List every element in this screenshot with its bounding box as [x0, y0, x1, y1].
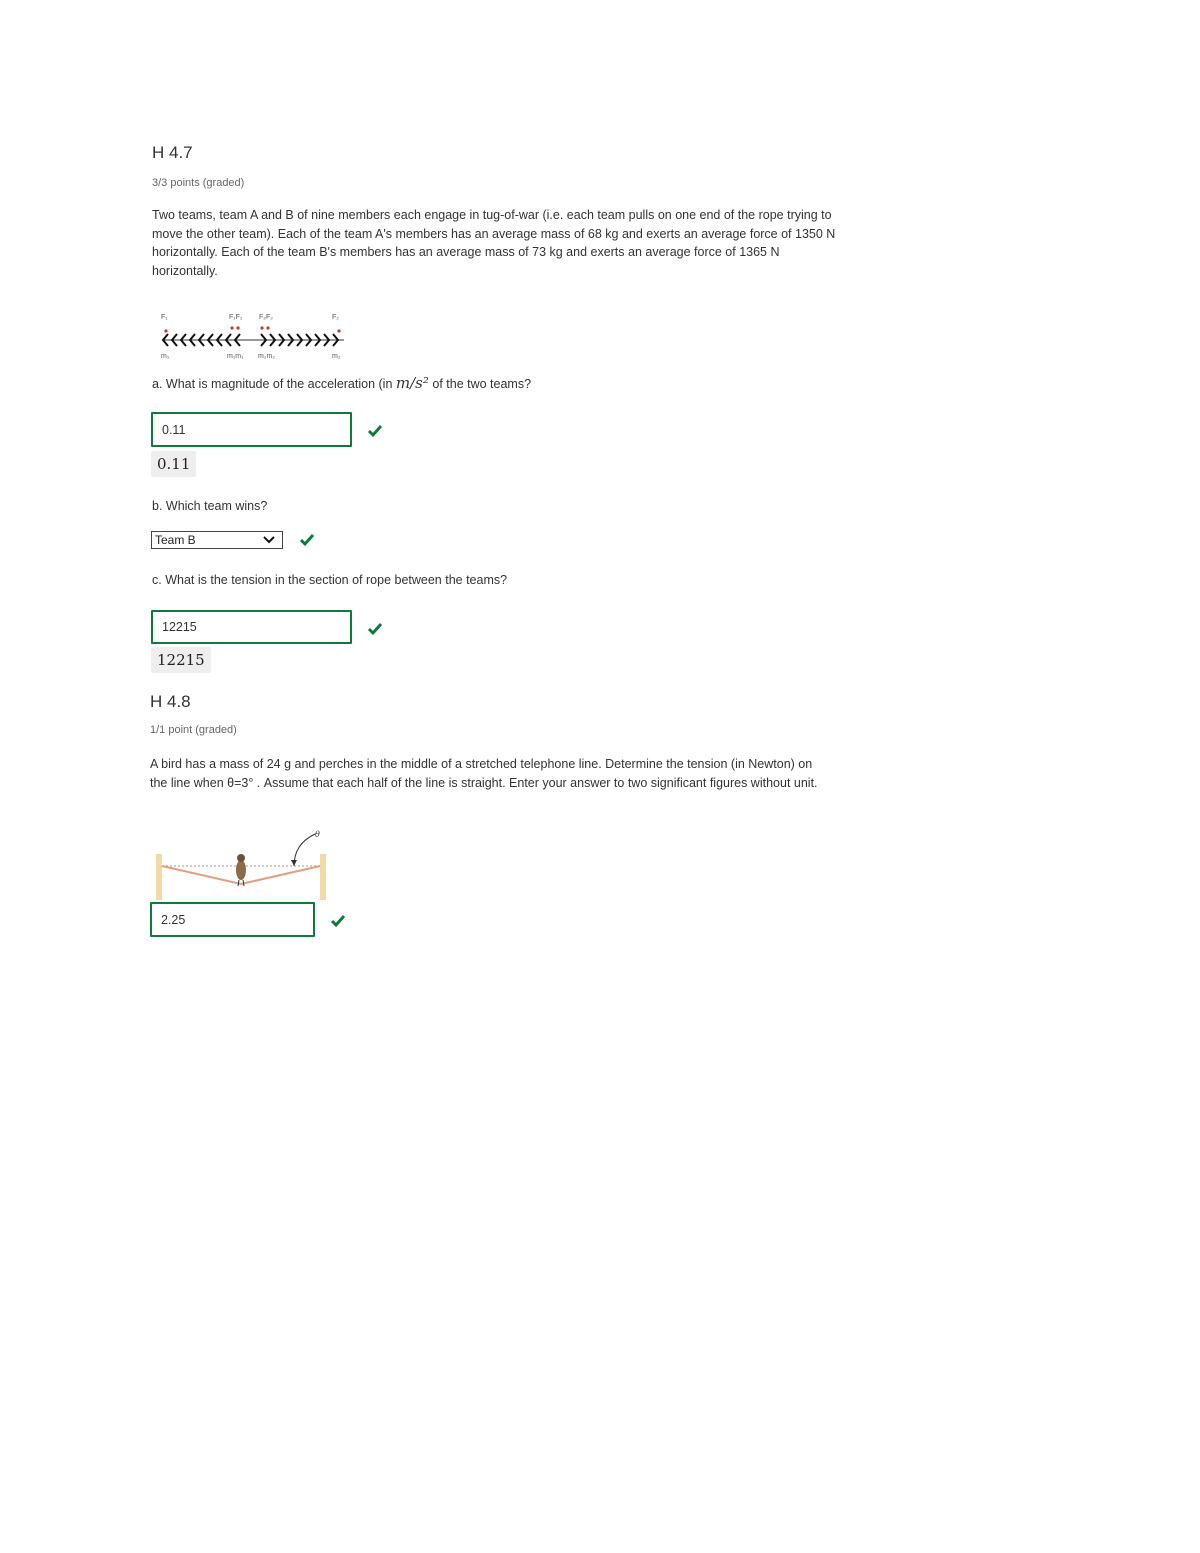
tug-of-war-figure — [158, 307, 350, 363]
problem-text: A bird has a mass of 24 g and perches in the middle of a stretched telephone line. Determine the tension (in Newton) on the line when θ=3° . Assume that each half of the line is straight. Enter your answer to two significant figures without unit. — [150, 757, 818, 790]
part-c-question: c. What is the tension in the section of rope between the teams? — [152, 573, 508, 587]
force-label-center-right: F₂F₂ — [259, 314, 273, 321]
problem-points: 3/3 points (graded) — [152, 177, 245, 189]
problem-points: 1/1 point (graded) — [150, 724, 237, 736]
part-a-correct-check-icon — [367, 424, 383, 438]
part-b-correct-check-icon — [299, 533, 315, 547]
bird-icon — [236, 854, 246, 886]
part-a-question-prefix: a. What is magnitude of the acceleration (in — [152, 377, 393, 391]
bird-on-wire-figure — [152, 826, 332, 902]
mass-label-center-left: m₁m₁ — [227, 353, 244, 360]
problem-text: Two teams, team A and B of nine members each engage in tug-of-war (i.e. each team pulls on one end of the rope trying to move the other team). Each of the team A's members has an average mass of 68 kg and exerts an average force of 1350 N horizontally. Each of the team B's members has an average mass of 73 kg and exerts an average force of 1365 N horizontally. — [152, 208, 836, 278]
right-pole — [320, 854, 326, 900]
mass-label-center-right: m₂m₂ — [258, 353, 276, 360]
acceleration-unit: m/s² — [395, 374, 429, 392]
team-select[interactable] — [151, 531, 283, 549]
problem-title: H 4.7 — [152, 143, 193, 162]
part-c-answer-input[interactable] — [151, 610, 352, 644]
chevron-down-icon — [262, 535, 276, 545]
part-a-question-suffix: of the two teams? — [432, 377, 532, 391]
angle-arc — [294, 834, 315, 866]
part-b-question: b. Which team wins? — [152, 499, 268, 513]
part-c-answer-preview: 12215 — [151, 647, 211, 673]
force-label-center-left: F₁F₁ — [229, 314, 243, 321]
problem-title: H 4.8 — [150, 692, 191, 711]
force-label-right: F₂ — [332, 314, 339, 321]
force-label-left: F₁ — [161, 314, 168, 321]
mass-label-left: m₁ — [161, 353, 170, 360]
part-a-question — [152, 374, 531, 392]
red-markers — [164, 326, 340, 332]
h48-correct-check-icon — [330, 914, 346, 928]
angle-label: θ — [315, 830, 320, 839]
part-a-answer-input[interactable] — [151, 412, 352, 447]
h48-answer-input[interactable] — [150, 902, 315, 937]
left-pole — [156, 854, 162, 900]
mass-label-right: m₂ — [332, 353, 341, 360]
part-c-correct-check-icon — [367, 622, 383, 636]
angle-arrowhead — [291, 860, 297, 866]
team-select-value: Team B — [155, 533, 196, 547]
part-a-answer-preview: 0.11 — [151, 451, 196, 477]
